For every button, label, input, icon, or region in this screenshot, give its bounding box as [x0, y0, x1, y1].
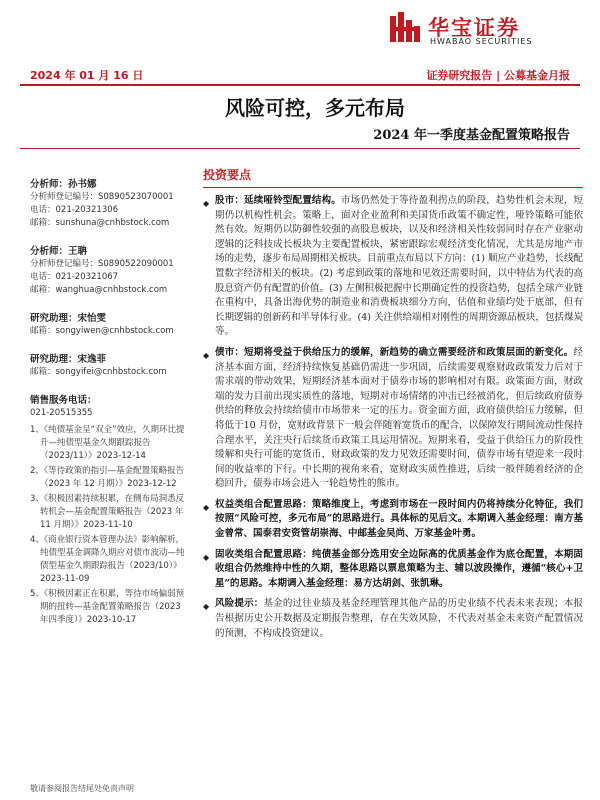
key-point-lead: 股市：延续哑铃型配置结构。 — [215, 195, 341, 206]
sales-block — [30, 394, 190, 420]
assistant-block — [30, 312, 190, 338]
company-logo — [388, 8, 588, 50]
analyst-email[interactable]: 邮箱：wanghua@cnhbstock.com — [30, 285, 168, 295]
assistant-email[interactable]: 邮箱：songyiwen@cnhbstock.com — [30, 326, 174, 336]
key-point-text: 市场仍然处于等待盈利拐点的阶段，趋势性机会未现，短期仍以机构性机会。策略上，面对企业盈利和美国货币政策不确定性，哑铃策略可能依然有效。短期仍以防御性较强的高股息板块，以及和经济相关性较弱同时存在产业驱动逻辑的泛科技成长板块为主要配置板块，紧密跟踪宏观经济变化情况，尤其是房地产市场的走势，逐步布局周期相关板块。目前重点布局以下方向：(1) 顺应产业趋势，长线配置数字经济相关的板块。(2) 考虑到政策的落地和见效还需要时间，以中特估为代表的高股息资产仍有配置的价值。(3) 左侧积极把握中长期确定性的投资趋势，包括全球产业链在重构中，具备出海优势的制造业和消费板块细分方向，估值和业绩均处于底部，但有长期逻辑的创新药和半导体行业。(4) 关注供给端相对刚性的周期资源品板块，包括煤炭等。 — [215, 195, 583, 338]
key-point-bond — [203, 346, 583, 492]
related-report-item[interactable]: 2、《等待政策的指引—基金配置策略报告（2023 年 12 月期）》2023-12-12 — [30, 466, 185, 489]
assistant-name: 研究助理：宋怡雯 — [30, 313, 107, 324]
sidebar — [30, 176, 190, 629]
analyst-license: 分析师登记编号：S0890523070001 — [30, 192, 174, 202]
logo-text-cn: 华宝证券 — [428, 16, 520, 40]
analyst-name: 分析师：王聃 — [30, 246, 88, 257]
assistant-email[interactable]: 邮箱：songyifei@cnhbstock.com — [30, 367, 167, 377]
analyst-block — [30, 245, 190, 297]
key-point-lead: 固收类组合配置思路：纯债基金部分选用安全边际高的优质基金作为底仓配置，本期固收组合仍然维持中性的久期，整体思路以票息策略为主、辅以波段操作，遵循“核心+卫星”的思路。本期调入基金经理：易方达胡剑、张凯琳。 — [215, 548, 583, 589]
analyst-block — [30, 178, 190, 230]
key-point-stock — [203, 194, 583, 340]
key-point-fixed-income — [203, 548, 583, 592]
related-report-item[interactable]: 1、《纯债基金呈“双全”效应，久期环比提升—纯债型基金久期跟踪报告（2023/11）》2023-12-14 — [30, 425, 185, 461]
bullet-icon: ◆ — [203, 602, 210, 612]
page-subtitle: 2024 年一季度基金配置策略报告 — [373, 128, 570, 143]
analyst-name: 分析师：孙书娜 — [30, 179, 97, 190]
sales-phone: 021-20515355 — [30, 408, 93, 418]
key-point-lead: 债市：短期将受益于供给压力的缓解，新趋势的确立需要经济和政策层面的新变化。 — [215, 346, 574, 358]
bullet-icon: ◆ — [203, 502, 210, 512]
key-point-lead: 权益类组合配置思路：策略维度上，考虑到市场在一段时间内仍将持续分化特征，我们按照“风险可控，多元布局”的思路进行。 — [215, 498, 583, 525]
subtitle-divider — [20, 148, 580, 149]
section-heading: 投资要点 — [203, 168, 252, 182]
header-divider — [20, 84, 580, 86]
assistant-name: 研究助理：宋逸菲 — [30, 354, 107, 365]
main-content — [203, 166, 583, 647]
key-point-text: 基金的过往业绩及基金经理管理其他产品的历史业绩不代表未来表现；本报告根据历史公开数据及定期报告整理，存在失效风险，不代表对基金未来资产配置情况的预测，不构成投资建议。 — [215, 598, 583, 639]
analyst-license: 分析师登记编号：S0890522090001 — [30, 259, 174, 269]
footer-disclaimer: 敬请参阅报告结尾处免责声明 — [30, 784, 134, 793]
bullet-icon: ◆ — [203, 199, 210, 208]
bullet-icon: ◆ — [203, 552, 210, 562]
page-title: 风险可控，多元布局 — [225, 96, 405, 120]
analyst-phone: 电话：021-20321067 — [30, 272, 119, 282]
related-report-item[interactable]: 3、《积极因素持续积累，在侧布局洞悉反转机会—基金配置策略报告（2023 年 11 月期）》2023-11-10 — [30, 494, 185, 530]
report-date: 2024 年 01 月 16 日 — [30, 69, 144, 82]
key-point-lead: 风险提示： — [215, 598, 264, 610]
sales-label: 销售服务电话： — [30, 395, 97, 406]
section-divider — [203, 187, 583, 188]
report-type: 证券研究报告 | 公募基金月报 — [426, 69, 570, 82]
bullet-icon: ◆ — [203, 350, 210, 360]
related-report-item[interactable]: 5、《积极因素正在积累，等待市场偏弱预期的扭转—基金配置策略报告（2023 年四季度）》2023-10-17 — [30, 589, 185, 625]
key-point-text: 具体标的见后文。本期调入基金经理：南方基金曾常、国泰君安资管胡崇海、中邮基金吴尚、万家基金叶勇。 — [215, 513, 583, 540]
logo-text-en: HWABAO SECURITIES — [430, 37, 533, 46]
key-point-equity — [203, 498, 583, 542]
logo-mark-icon — [388, 10, 422, 44]
key-point-text: 经济基本面方面，经济持续恢复基础仍需进一步巩固，后续需要观察财政政策发力后对于需求端的带动效果，短期经济基本面对于债券市场的影响相对有限。政策面方面，财政端的发力目前出现实质性的落地，短期对市场情绪的冲击已经被消化，但后续政府债券供给的释放会持续给债市市场带来一定的压力。资金面方面，政府债供给压力缓解，但将低于10 月份，宽财政背景下一般会伴随着宽货币的配合，以保障发行期间流动性保持合理水平，关注央行后续货币政策工具运用情况。短期来看，受益于供给压力的阶段性缓解和央行可能的宽货币，财政政策的发力见效还需要时间，债券市场有望迎来一段时间的收益率的下行。中长期的视角来看，宽财政实质性推进，后续一般伴随着经济的企稳回升，债券市场会进入一轮趋势性的熊市。 — [215, 346, 583, 490]
key-point-risk — [203, 597, 583, 641]
related-reports — [30, 424, 190, 627]
related-report-item[interactable]: 4、《商业银行资本管理办法》影响解析，纯债型基金调降久期应对债市波动—纯债型基金久期跟踪报告（2023/10）》2023-11-09 — [30, 535, 185, 584]
assistant-block — [30, 353, 190, 379]
analyst-email[interactable]: 邮箱：sunshuna@cnhbstock.com — [30, 218, 170, 228]
analyst-phone: 电话：021-20321306 — [30, 205, 119, 215]
